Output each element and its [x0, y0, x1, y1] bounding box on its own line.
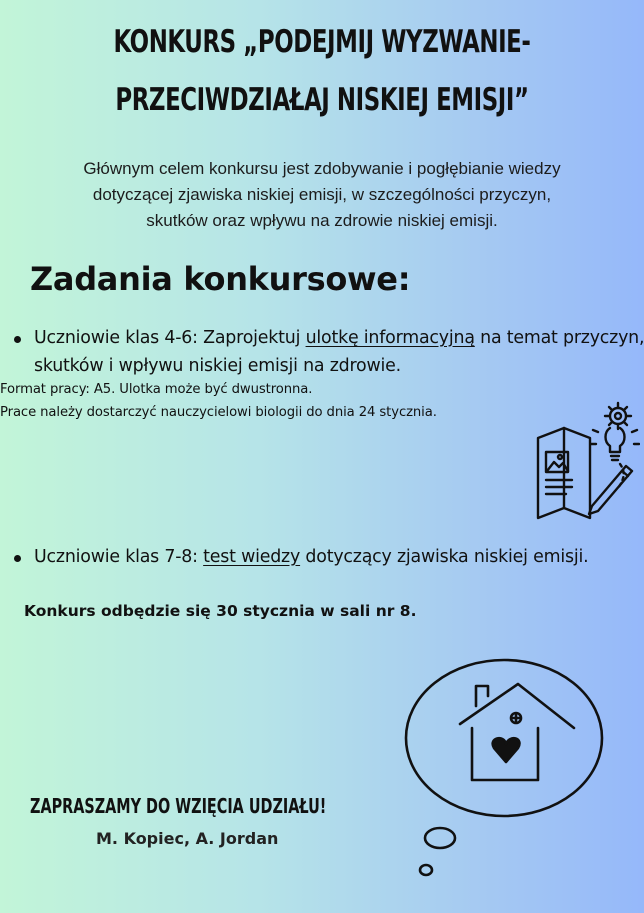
house-heart-thought-icon	[398, 648, 614, 884]
task-2-note: Konkurs odbędzie się 30 stycznia w sali nr 8.	[24, 602, 417, 620]
title-line-1: KONKURS „PODEJMIJ WYZWANIE-	[113, 24, 531, 60]
task-2-underlined: test wiedzy	[203, 547, 301, 567]
task-1	[16, 324, 644, 380]
title-line-2: PRZECIWDZIAŁAJ NISKIEJ EMISJI”	[115, 82, 529, 118]
intro-line-3: skutków oraz wpływu na zdrowie niskiej emisji.	[146, 211, 498, 230]
leaflet-design-icon	[528, 398, 640, 522]
intro-paragraph	[20, 156, 624, 234]
task-1-note-2: Prace należy dostarczyć nauczycielowi biologii do dnia 24 stycznia.	[0, 405, 437, 420]
tasks-heading: Zadania konkursowe:	[30, 260, 411, 298]
task-1-prefix: Uczniowie klas 4-6: Zaprojektuj	[34, 328, 306, 348]
task-2-prefix: Uczniowie klas 7-8:	[34, 547, 204, 567]
intro-line-1: Głównym celem konkursu jest zdobywanie i pogłębianie wiedzy	[83, 159, 561, 178]
bullet-dot	[14, 336, 21, 343]
authors: M. Kopiec, A. Jordan	[96, 829, 279, 848]
task-2	[16, 543, 644, 571]
task-1-underlined: ulotkę informacyjną	[305, 328, 475, 348]
call-to-action: ZAPRASZAMY DO WZIĘCIA UDZIAŁU!	[30, 794, 327, 818]
task-2-suffix: dotyczący zjawiska niskiej emisji.	[300, 547, 589, 567]
bullet-dot	[14, 555, 21, 562]
task-1-suffix: na temat przyczyn, skutków i wpływu niskiej emisji na zdrowie.	[34, 328, 644, 376]
intro-line-2: dotyczącej zjawiska niskiej emisji, w szczególności przyczyn,	[92, 185, 552, 204]
task-1-note-1: Format pracy: A5. Ulotka może być dwustronna.	[0, 382, 313, 397]
